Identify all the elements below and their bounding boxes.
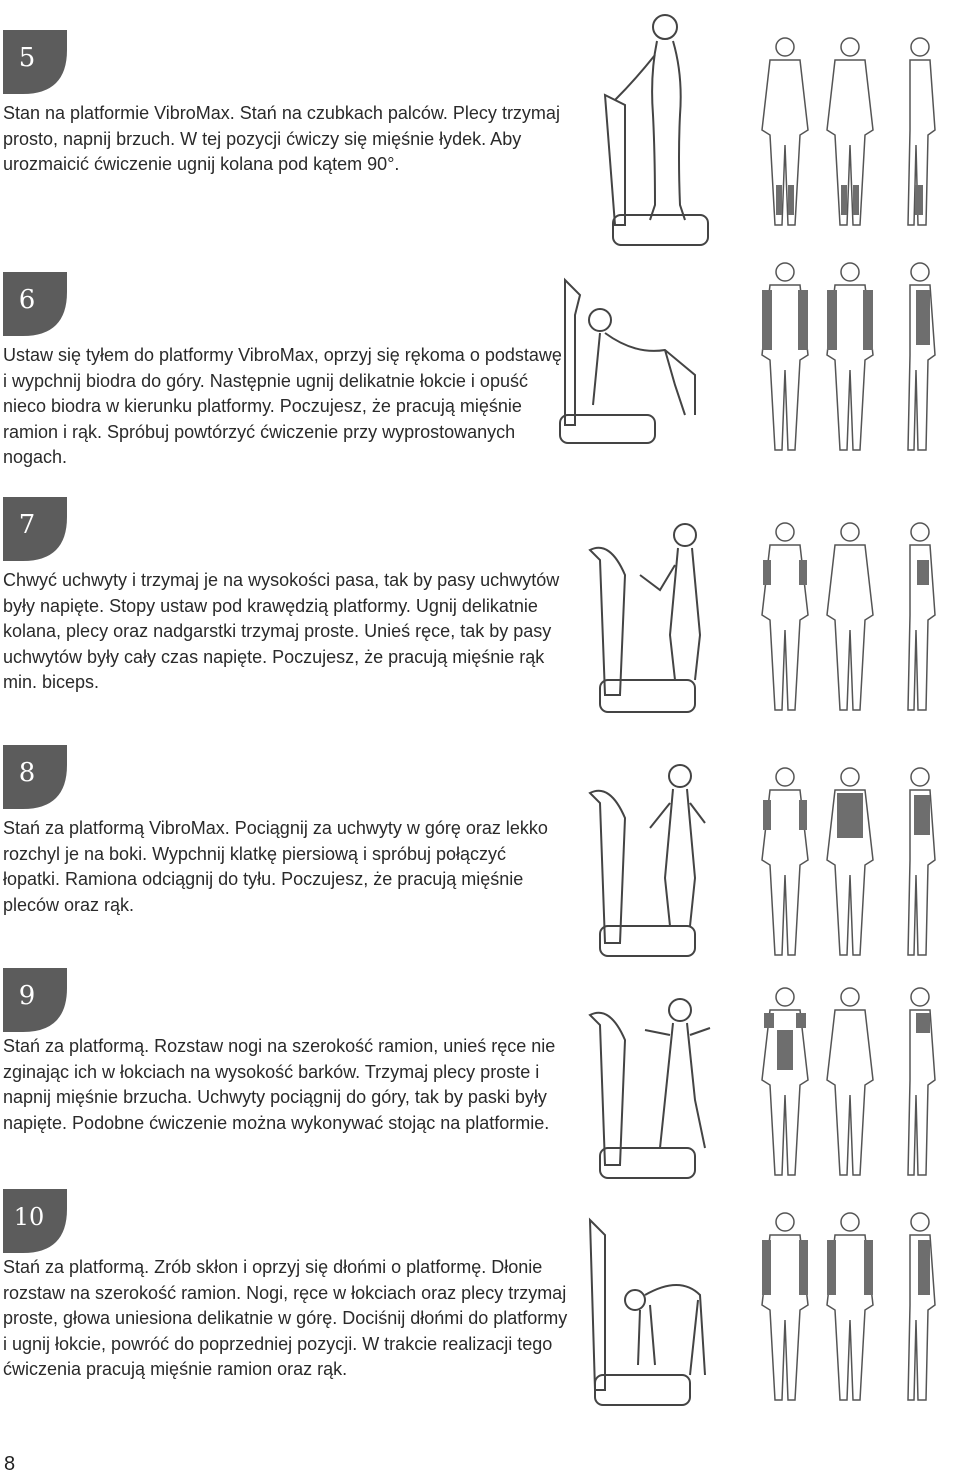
svg-text:9: 9 — [18, 981, 36, 1011]
exercise-description: Stań za platformą. Zrób skłon i oprzyj się dłońmi o platformę. Dłonie rozstaw na szerokość ramion. Nogi, ręce w łokciach oraz plecy trzymaj proste, głowa uniesiona delikatnie w górę. Dociśnij dłońmi do platformy i ugnij łokcie, powróć do poprzedniej pozycji. W trakcie realizacji tego ćwiczenia pracują mięśnie ramion oraz rąk. — [3, 1257, 568, 1379]
svg-text:8: 8 — [18, 758, 36, 788]
vibromax-figure-illustration — [580, 758, 715, 958]
exercise-number-badge — [3, 497, 67, 561]
svg-text:10: 10 — [13, 1203, 45, 1231]
exercise-description: Stań za platformą. Rozstaw nogi na szerokość ramion, unieś ręce nie zginając ich w łokciach na wysokość barków. Trzymaj plecy proste i napnij mięśnie brzucha. Uchwyty pociągnij do góry, tak by paski były napięte. Podobne ćwiczenie można wykonywać stojąc na platformie. — [3, 1036, 556, 1133]
muscle-chart — [750, 35, 960, 230]
exercise-number-badge — [3, 745, 67, 809]
vibromax-figure-illustration — [580, 980, 720, 1180]
exercise-description: Ustaw się tyłem do platformy VibroMax, oprzyj się rękoma o podstawę i wypchnij biodra do góry. Następnie ugnij delikatnie łokcie i opuść nieco biodra w kierunku platformy. Poczujesz, że pracują mięśnie ramion i rąk. Spróbuj powtórzyć ćwiczenie przy wyprostowanych nogach. — [3, 345, 562, 467]
exercise-description: Chwyć uchwyty i trzymaj je na wysokości pasa, tak by pasy uchwytów były napięte. Stopy ustaw pod krawędzią platformy. Ugnij delikatnie kolana, plecy oraz nadgarstki trzymaj proste. Unieś ręce, tak by pasy uchwytów były cały czas napięte. Poczujesz, że pracują mięśnie rąk min. biceps. — [3, 570, 560, 692]
vibromax-figure-illustration — [580, 1215, 720, 1410]
svg-text:5: 5 — [18, 43, 36, 73]
muscle-chart — [750, 520, 960, 715]
vibromax-figure-illustration — [545, 275, 715, 470]
muscle-chart — [750, 985, 960, 1180]
muscle-chart — [750, 260, 960, 455]
exercise-number-badge — [3, 272, 67, 336]
vibromax-figure-illustration — [580, 515, 715, 720]
exercise-number-badge — [3, 968, 67, 1032]
muscle-chart — [750, 765, 960, 960]
exercise-number-badge — [3, 30, 67, 94]
exercise-description: Stań za platformą VibroMax. Pociągnij za uchwyty w górę oraz lekko rozchyl je na boki. Wypchnij klatkę piersiową i spróbuj połączyć łopatki. Ramiona odciągnij do tyłu. Poczujesz, że pracują mięśnie pleców oraz rąk. — [3, 818, 548, 915]
page-number: 8 — [4, 1453, 16, 1475]
vibromax-figure-illustration — [595, 5, 720, 260]
svg-text:7: 7 — [18, 510, 36, 540]
exercise-description: Stan na platformie VibroMax. Stań na czubkach palców. Plecy trzymaj prosto, napnij brzuch. W tej pozycji ćwiczy się mięśnie łydek. Aby urozmaicić ćwiczenie ugnij kolana pod kątem 90°. — [3, 103, 560, 174]
exercise-number-badge — [3, 1189, 67, 1253]
svg-text:6: 6 — [18, 285, 36, 315]
muscle-chart — [750, 1210, 960, 1405]
